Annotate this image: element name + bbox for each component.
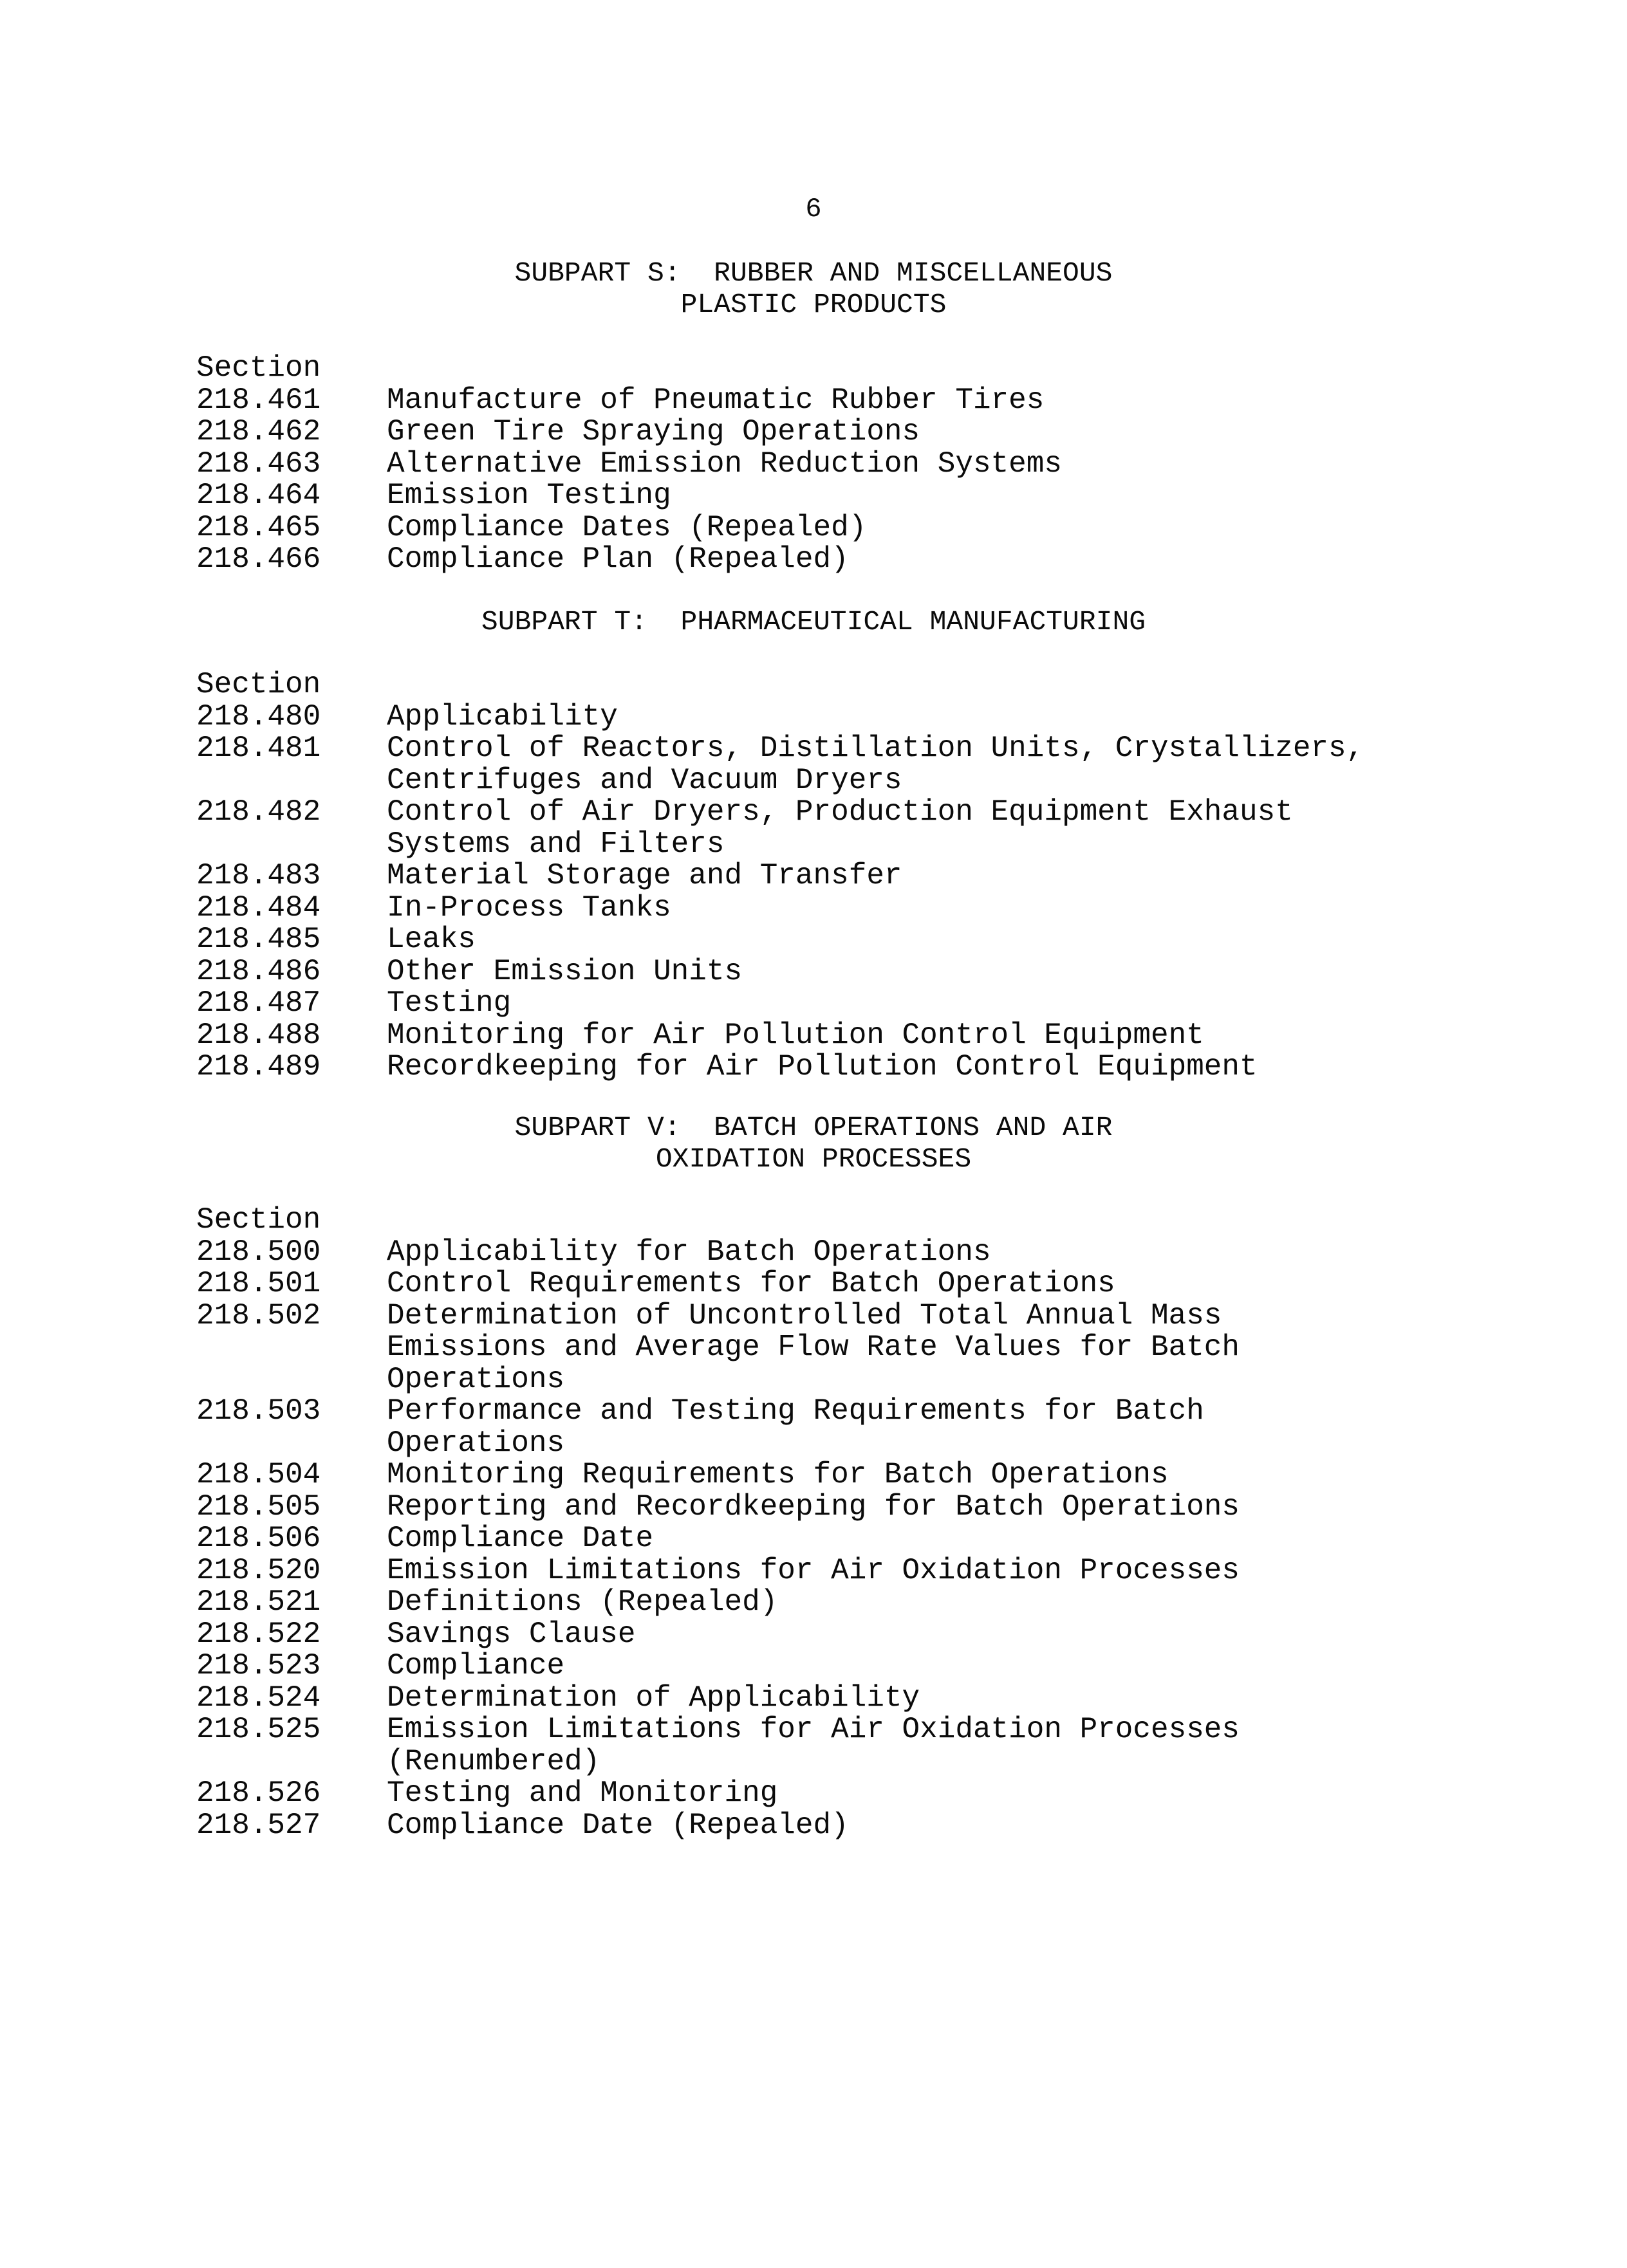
section-number: 218.526 bbox=[196, 1776, 321, 1810]
section-number: 218.482 bbox=[196, 795, 321, 829]
subpart-s-section-list bbox=[196, 353, 1580, 576]
section-title: Control Requirements for Batch Operations bbox=[387, 1267, 1115, 1300]
list-item bbox=[196, 1459, 1580, 1491]
section-title: In-Process Tanks bbox=[387, 890, 671, 925]
list-item bbox=[196, 1587, 1580, 1619]
section-title: Control of Air Dryers, Production Equipment Exhaust bbox=[387, 795, 1293, 829]
section-number: 218.525 bbox=[196, 1713, 321, 1746]
section-title: Green Tire Spraying Operations bbox=[387, 415, 920, 448]
section-title: Control of Reactors, Distillation Units, Crystallizers, bbox=[387, 732, 1364, 765]
section-title: Monitoring for Air Pollution Control Equipment bbox=[387, 1018, 1204, 1052]
section-number: 218.483 bbox=[196, 859, 321, 892]
list-item bbox=[196, 1491, 1580, 1524]
list-item bbox=[196, 385, 1580, 417]
list-item bbox=[196, 1778, 1580, 1810]
section-title: Systems and Filters bbox=[387, 827, 725, 861]
list-item bbox=[196, 860, 1580, 892]
list-item bbox=[196, 988, 1580, 1020]
section-number: 218.505 bbox=[196, 1489, 321, 1524]
list-item bbox=[196, 1268, 1580, 1300]
list-item bbox=[196, 956, 1580, 988]
list-item bbox=[196, 1051, 1580, 1083]
section-title: Compliance Dates (Repealed) bbox=[387, 510, 867, 544]
section-number: 218.488 bbox=[196, 1018, 321, 1052]
section-number: 218.501 bbox=[196, 1267, 321, 1300]
list-item bbox=[196, 924, 1580, 956]
list-item bbox=[196, 1650, 1580, 1683]
list-item-continuation bbox=[196, 1428, 1580, 1460]
list-item bbox=[196, 1683, 1580, 1715]
section-title: Applicability for Batch Operations bbox=[387, 1235, 991, 1269]
list-item-continuation bbox=[196, 1332, 1580, 1364]
section-number: 218.462 bbox=[196, 415, 321, 448]
list-item bbox=[196, 480, 1580, 512]
list-item bbox=[196, 544, 1580, 576]
section-number: 218.523 bbox=[196, 1649, 321, 1683]
section-number: 218.480 bbox=[196, 699, 321, 733]
section-title: Determination of Applicability bbox=[387, 1681, 920, 1715]
section-label: Section bbox=[196, 351, 321, 385]
section-title: (Renumbered) bbox=[387, 1744, 600, 1778]
list-item bbox=[196, 733, 1580, 765]
subpart-t-section-list bbox=[196, 669, 1580, 1083]
section-title: Savings Clause bbox=[387, 1617, 636, 1651]
subpart-heading-line: SUBPART S: RUBBER AND MISCELLANEOUS bbox=[514, 257, 1113, 289]
list-item bbox=[196, 1523, 1580, 1555]
list-item bbox=[196, 512, 1580, 544]
section-number: 218.487 bbox=[196, 986, 321, 1020]
section-number: 218.506 bbox=[196, 1522, 321, 1555]
section-number: 218.481 bbox=[196, 732, 321, 765]
section-title: Monitoring Requirements for Batch Operations bbox=[387, 1458, 1169, 1491]
section-number: 218.520 bbox=[196, 1553, 321, 1587]
section-number: 218.486 bbox=[196, 954, 321, 988]
section-title: Determination of Uncontrolled Total Annual Mass bbox=[387, 1298, 1222, 1332]
section-title: Applicability bbox=[387, 699, 618, 733]
subpart-v-heading bbox=[0, 1112, 1627, 1175]
list-item bbox=[196, 701, 1580, 733]
list-item bbox=[196, 1396, 1580, 1428]
section-number: 218.502 bbox=[196, 1298, 321, 1332]
section-title: Emission Testing bbox=[387, 479, 671, 512]
list-item bbox=[196, 1810, 1580, 1842]
section-title: Leaks bbox=[387, 923, 476, 956]
list-item bbox=[196, 1300, 1580, 1332]
section-number: 218.527 bbox=[196, 1808, 321, 1842]
subpart-heading-line: SUBPART T: PHARMACEUTICAL MANUFACTURING bbox=[481, 606, 1146, 638]
list-item bbox=[196, 448, 1580, 481]
section-title: Operations bbox=[387, 1362, 565, 1396]
list-item bbox=[196, 892, 1580, 925]
section-number: 218.464 bbox=[196, 479, 321, 512]
section-title: Material Storage and Transfer bbox=[387, 859, 902, 892]
section-title: Performance and Testing Requirements for Batch bbox=[387, 1394, 1204, 1428]
list-item bbox=[196, 1020, 1580, 1052]
section-title: Reporting and Recordkeeping for Batch Operations bbox=[387, 1489, 1240, 1524]
section-title: Compliance Plan (Repealed) bbox=[387, 542, 849, 576]
section-number: 218.463 bbox=[196, 447, 321, 481]
list-item bbox=[196, 1619, 1580, 1651]
section-title: Compliance Date (Repealed) bbox=[387, 1808, 849, 1842]
section-title: Centrifuges and Vacuum Dryers bbox=[387, 763, 902, 797]
section-number: 218.500 bbox=[196, 1235, 321, 1269]
list-item bbox=[196, 1555, 1580, 1587]
list-item bbox=[196, 416, 1580, 448]
page-number: 6 bbox=[805, 194, 822, 225]
section-number: 218.465 bbox=[196, 510, 321, 544]
list-item bbox=[196, 797, 1580, 829]
list-item-continuation bbox=[196, 829, 1580, 861]
list-item-continuation bbox=[196, 765, 1580, 797]
section-title: Testing and Monitoring bbox=[387, 1776, 778, 1810]
section-number: 218.461 bbox=[196, 383, 321, 417]
section-label: Section bbox=[196, 1203, 321, 1237]
subpart-v-section-list bbox=[196, 1204, 1580, 1841]
section-title: Manufacture of Pneumatic Rubber Tires bbox=[387, 383, 1045, 417]
list-item bbox=[196, 1237, 1580, 1269]
section-number: 218.504 bbox=[196, 1458, 321, 1491]
subpart-t-heading bbox=[0, 606, 1627, 638]
section-number: 218.524 bbox=[196, 1681, 321, 1715]
section-title: Definitions (Repealed) bbox=[387, 1585, 778, 1619]
section-title: Compliance bbox=[387, 1649, 565, 1683]
section-title: Alternative Emission Reduction Systems bbox=[387, 447, 1062, 481]
section-number: 218.503 bbox=[196, 1394, 321, 1428]
list-item bbox=[196, 1714, 1580, 1746]
section-title: Emission Limitations for Air Oxidation Processes bbox=[387, 1713, 1240, 1746]
section-title: Emission Limitations for Air Oxidation Processes bbox=[387, 1553, 1240, 1587]
section-number: 218.485 bbox=[196, 923, 321, 956]
section-title: Compliance Date bbox=[387, 1522, 654, 1555]
section-title: Operations bbox=[387, 1426, 565, 1460]
section-title: Other Emission Units bbox=[387, 954, 743, 988]
subpart-heading-line: SUBPART V: BATCH OPERATIONS AND AIR bbox=[514, 1112, 1113, 1143]
subpart-heading-line: OXIDATION PROCESSES bbox=[655, 1143, 972, 1175]
section-number: 218.466 bbox=[196, 542, 321, 576]
section-number: 218.484 bbox=[196, 890, 321, 925]
section-number: 218.522 bbox=[196, 1617, 321, 1651]
list-item-continuation bbox=[196, 1746, 1580, 1778]
subpart-s-heading bbox=[0, 257, 1627, 320]
section-title: Emissions and Average Flow Rate Values for Batch bbox=[387, 1331, 1240, 1364]
list-item-continuation bbox=[196, 1364, 1580, 1396]
section-title: Recordkeeping for Air Pollution Control Equipment bbox=[387, 1050, 1258, 1083]
subpart-heading-line: PLASTIC PRODUCTS bbox=[680, 289, 947, 320]
section-number: 218.521 bbox=[196, 1585, 321, 1619]
section-number: 218.489 bbox=[196, 1050, 321, 1083]
section-title: Testing bbox=[387, 986, 512, 1020]
section-label: Section bbox=[196, 668, 321, 701]
